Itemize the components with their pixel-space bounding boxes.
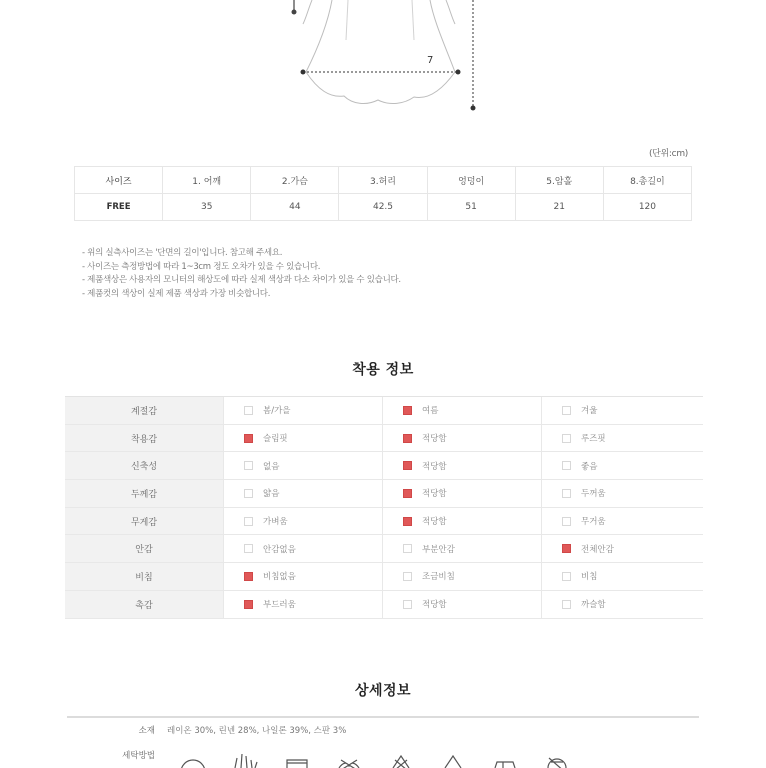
fit-option-label: 까슬함	[581, 600, 606, 611]
fit-option-label: 겨울	[581, 406, 598, 417]
detail-info-table	[67, 716, 699, 768]
fit-option-label: 적당함	[422, 600, 447, 611]
fit-row-label: 안감	[65, 535, 224, 562]
fit-row	[65, 563, 703, 591]
size-table	[74, 166, 692, 221]
fit-option	[542, 591, 701, 618]
fit-option	[224, 508, 383, 535]
fit-row	[65, 452, 703, 480]
left-sleeve-outline	[303, 0, 312, 24]
unchecked-checkbox	[403, 572, 412, 581]
checked-checkbox	[403, 489, 412, 498]
size-cell: 42.5	[339, 194, 427, 221]
size-header-cell: 5.암홀	[515, 167, 603, 194]
size-header-cell: 3.허리	[339, 167, 427, 194]
unchecked-checkbox	[562, 572, 571, 581]
fit-option-label: 봄/가을	[263, 406, 291, 417]
fit-option-label: 적당함	[422, 517, 447, 528]
fit-row	[65, 480, 703, 508]
fit-option-label: 부분안감	[422, 544, 455, 555]
fit-option	[542, 480, 701, 507]
unchecked-checkbox	[244, 489, 253, 498]
fit-option-label: 적당함	[422, 434, 447, 445]
dry-clean-icon	[375, 742, 427, 768]
no-bleach-icon	[323, 742, 375, 768]
unchecked-checkbox	[562, 461, 571, 470]
note-line: - 제품컷의 색상이 실제 제품 색상과 가장 비슷합니다.	[82, 288, 271, 299]
size-header-cell: 8.총길이	[603, 167, 691, 194]
measure-label-7: 7	[427, 55, 434, 66]
fit-row	[65, 508, 703, 536]
bleach-triangle-icon	[479, 742, 531, 768]
unchecked-checkbox	[403, 600, 412, 609]
fit-option	[542, 563, 701, 590]
checked-checkbox	[403, 434, 412, 443]
unchecked-checkbox	[562, 489, 571, 498]
fit-option	[224, 535, 383, 562]
fit-option-label: 여름	[422, 406, 439, 417]
unchecked-checkbox	[562, 406, 571, 415]
unchecked-checkbox	[244, 461, 253, 470]
fit-option-label: 좋음	[581, 461, 598, 472]
hand-wash-basin-icon	[219, 742, 271, 768]
fit-info-title: 착용 정보	[352, 362, 414, 378]
checked-checkbox	[403, 461, 412, 470]
unchecked-checkbox	[244, 406, 253, 415]
hand-wash-icon	[167, 742, 219, 768]
fit-row	[65, 425, 703, 453]
right-sleeve-outline	[446, 0, 455, 24]
checked-checkbox	[562, 544, 571, 553]
fit-row-label: 무게감	[65, 508, 224, 535]
unchecked-checkbox	[562, 517, 571, 526]
fit-option	[383, 397, 542, 424]
material-value: 레이온 30%, 린넨 28%, 나일론 39%, 스판 3%	[167, 726, 347, 736]
fit-option-label: 얇음	[263, 489, 280, 500]
fit-option	[542, 452, 701, 479]
unchecked-checkbox	[562, 600, 571, 609]
fit-option-label: 비침	[581, 572, 598, 583]
size-header-cell: 엉덩이	[427, 167, 515, 194]
size-cell: 35	[163, 194, 251, 221]
size-cell: 44	[251, 194, 339, 221]
size-cell: 120	[603, 194, 691, 221]
size-cell: 51	[427, 194, 515, 221]
dress-skirt-outline	[306, 0, 455, 104]
size-table-row	[75, 194, 692, 221]
fit-option	[383, 452, 542, 479]
fit-option-label: 전체안감	[581, 544, 614, 555]
fit-option	[383, 508, 542, 535]
fit-option-label: 적당함	[422, 489, 447, 500]
fit-option	[383, 591, 542, 618]
fit-option	[224, 452, 383, 479]
unchecked-checkbox	[244, 517, 253, 526]
fit-info-grid	[65, 396, 703, 619]
fit-option-label: 적당함	[422, 461, 447, 472]
fit-option-label: 슬림핏	[263, 434, 288, 445]
fit-option	[224, 425, 383, 452]
fit-option-label: 루즈핏	[581, 434, 606, 445]
fit-row-label: 착용감	[65, 425, 224, 452]
fit-row	[65, 397, 703, 425]
checked-checkbox	[244, 600, 253, 609]
total-length-measure-line	[471, 0, 476, 111]
fit-option	[542, 425, 701, 452]
unit-note: (단위:cm)	[648, 149, 688, 159]
fit-option	[542, 397, 701, 424]
fit-option-label: 없음	[263, 461, 280, 472]
detail-info-title: 상세정보	[354, 683, 412, 699]
material-label: 소재	[138, 726, 155, 736]
wash-label: 세탁방법	[122, 751, 155, 761]
checked-checkbox	[403, 517, 412, 526]
size-notes	[82, 247, 401, 301]
note-line: - 위의 실측사이즈는 '단면의 길이'입니다. 참고해 주세요.	[82, 248, 283, 258]
unchecked-checkbox	[403, 544, 412, 553]
machine-wash-icon	[271, 742, 323, 768]
iron-icon	[427, 742, 479, 768]
fit-option	[383, 480, 542, 507]
fit-row-label: 촉감	[65, 591, 224, 618]
garment-measurement-diagram	[0, 0, 766, 140]
hem-measure-line	[301, 70, 461, 75]
wash-row	[67, 742, 699, 768]
unchecked-checkbox	[562, 434, 571, 443]
fit-option	[224, 591, 383, 618]
fit-option	[542, 535, 701, 562]
fit-option	[224, 480, 383, 507]
fit-option	[383, 563, 542, 590]
fit-option-label: 두꺼움	[581, 489, 606, 500]
checked-checkbox	[244, 572, 253, 581]
no-tumble-dry-icon	[531, 742, 583, 768]
fit-option-label: 비침없음	[263, 572, 296, 583]
size-header-cell: 사이즈	[75, 167, 163, 194]
size-cell: 21	[515, 194, 603, 221]
fit-option-label: 부드러움	[263, 600, 296, 611]
note-line: - 제품색상은 사용자의 모니터의 해상도에 따라 실제 색상과 다소 차이가 있을 수 있습니다.	[82, 275, 401, 285]
fit-option-label: 무거움	[581, 517, 606, 528]
fit-option	[224, 563, 383, 590]
fit-option	[542, 508, 701, 535]
fit-option	[224, 397, 383, 424]
size-cell: FREE	[75, 194, 163, 221]
size-table-header-row	[75, 167, 692, 194]
fit-row-label: 계절감	[65, 397, 224, 424]
note-line: - 사이즈는 측정방법에 따라 1~3cm 정도 오차가 있을 수 있습니다.	[82, 261, 321, 272]
checked-checkbox	[244, 434, 253, 443]
size-header-cell: 1. 어깨	[163, 167, 251, 194]
fit-option-label: 조금비침	[422, 572, 455, 583]
fit-option	[383, 425, 542, 452]
size-header-cell: 2.가슴	[251, 167, 339, 194]
fit-row-label: 신축성	[65, 452, 224, 479]
fit-option	[383, 535, 542, 562]
material-row	[67, 718, 699, 742]
unchecked-checkbox	[244, 544, 253, 553]
fit-row	[65, 591, 703, 619]
wash-icons	[167, 742, 583, 768]
fit-option-label: 가벼움	[263, 517, 288, 528]
checked-checkbox	[403, 406, 412, 415]
fit-row-label: 비침	[65, 563, 224, 590]
fit-option-label: 안감없음	[263, 544, 296, 555]
fit-row	[65, 535, 703, 563]
fit-row-label: 두께감	[65, 480, 224, 507]
